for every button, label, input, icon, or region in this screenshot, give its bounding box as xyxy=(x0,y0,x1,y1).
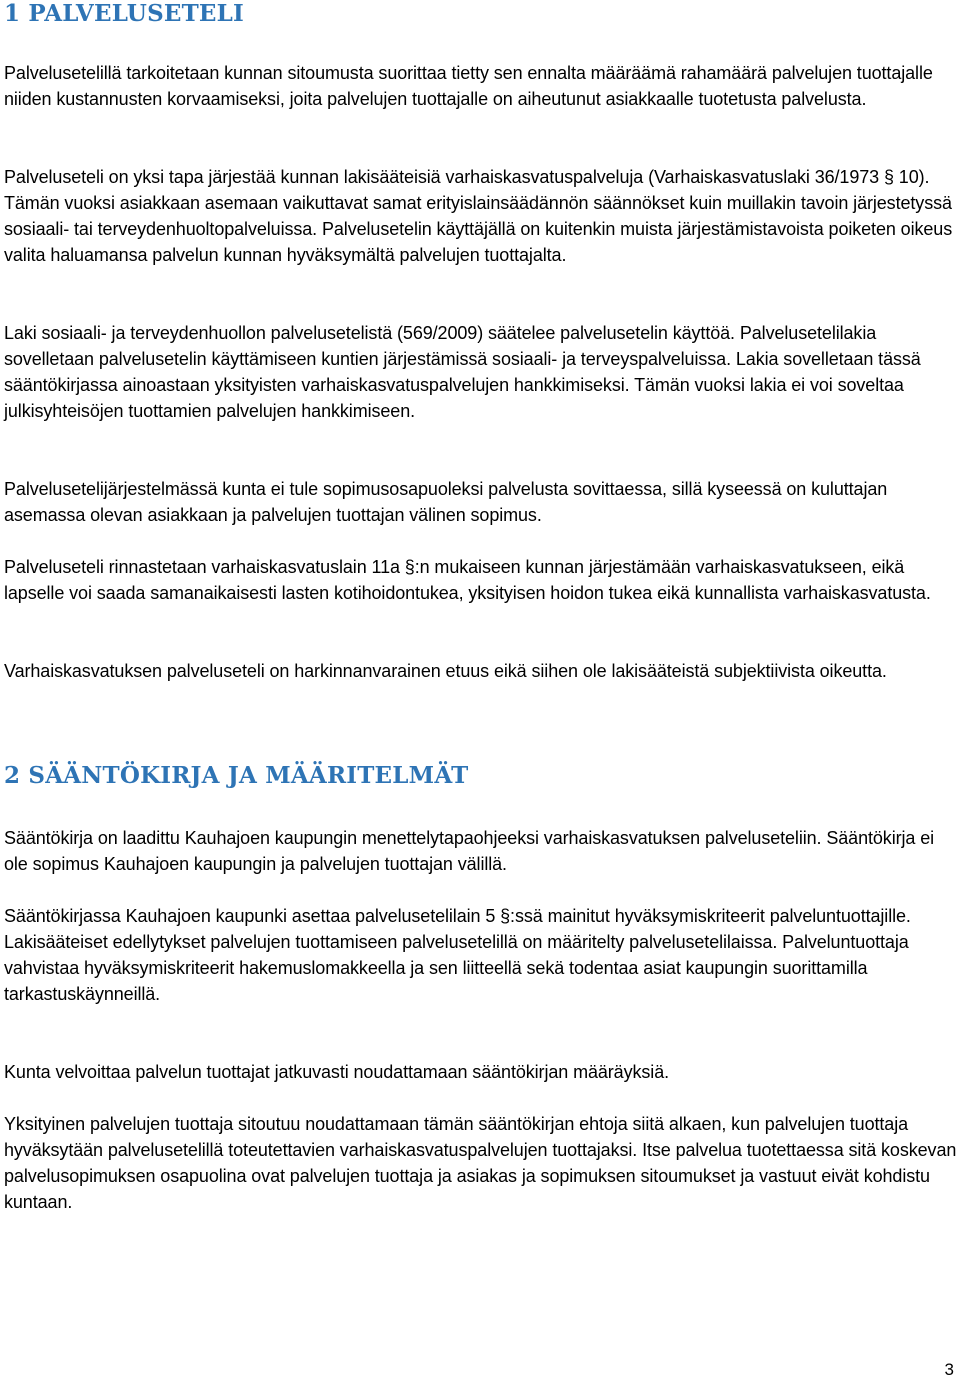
paragraph: Palveluseteli rinnastetaan varhaiskasvatuslain 11a §:n mukaiseen kunnan järjestämään varhaiskasvatukseen, eikä lapselle voi saada samanaikaisesti lasten kotihoidontukea, yksityisen hoidon tukea eikä kunnallista varhaiskasvatusta. xyxy=(4,557,931,603)
paragraph: Palveluseteli on yksi tapa järjestää kunnan lakisääteisiä varhaiskasvatuspalveluja (Varhaiskasvatuslaki 36/1973 § 10). Tämän vuoksi asiakkaan asemaan vaikuttavat samat erityislainsäädännön säännökset kuin muillakin tavoin järjestetyssä sosiaali- tai terveydenhuoltopalveluissa. Palvelusetelin käyttäjällä on kuitenkin muista järjestämistavoista poiketen oikeus valita haluamansa palvelun kunnan hyväksymältä palvelujen tuottajalta. xyxy=(4,167,953,265)
section-heading-palveluseteli: 1 PALVELUSETELI xyxy=(4,0,244,27)
paragraph: Palvelusetelijärjestelmässä kunta ei tule sopimusosapuoleksi palvelusta sovittaessa, sillä kyseessä on kuluttajan asemassa olevan asiakkaan ja palvelujen tuottajan välinen sopimus. xyxy=(4,479,888,525)
paragraph: Palvelusetelillä tarkoitetaan kunnan sitoumusta suorittaa tietty sen ennalta määräämä rahamäärä palvelujen tuottajalle niiden kustannusten korvaamiseksi, joita palvelujen tuottajalle on aiheutunut asiakkaalle tuotetusta palvelusta. xyxy=(4,63,933,109)
paragraph: Yksityinen palvelujen tuottaja sitoutuu noudattamaan tämän sääntökirjan ehtoja siitä alkaen, kun palvelujen tuottaja hyväksytään palvelusetelillä toteutettavien varhaiskasvatuspalvelujen tuottajaksi. Itse palvelua tuotettaessa sitä koskevan palvelusopimuksen osapuolina ovat palvelujen tuottaja ja asiakas ja sopimuksen sitoumukset ja vastuut eivät kohdistu kuntaan. xyxy=(4,1114,957,1212)
page-number: 3 xyxy=(944,1360,954,1379)
paragraph: Sääntökirjassa Kauhajoen kaupunki asettaa palvelusetelilain 5 §:ssä mainitut hyväksymiskriteerit palveluntuottajille. Lakisääteiset edellytykset palvelujen tuottamiseen palvelusetelillä on määritelty palvelusetelilaissa. Palveluntuottaja vahvistaa hyväksymiskriteerit hakemuslomakkeella ja sen liitteellä sekä todentaa asiat kaupungin suorittamilla tarkastuskäynneillä. xyxy=(4,906,911,1004)
paragraph: Sääntökirja on laadittu Kauhajoen kaupungin menettelytapaohjeeksi varhaiskasvatuksen palveluseteliin. Sääntökirja ei ole sopimus Kauhajoen kaupungin ja palvelujen tuottajan välillä. xyxy=(4,828,935,874)
paragraph: Laki sosiaali- ja terveydenhuollon palvelusetelistä (569/2009) säätelee palvelusetelin käyttöä. Palvelusetelilakia sovelletaan palvelusetelin käyttämiseen kuntien järjestämissä sosiaali- ja terveyspalveluissa. Lakia sovelletaan tässä sääntökirjassa ainoastaan yksityisten varhaiskasvatuspalvelujen hankkimiseksi. Tämän vuoksi lakia ei voi soveltaa julkisyhteisöjen tuottamien palvelujen hankkimiseen. xyxy=(4,323,921,421)
section-heading-saantokirja: 2 SÄÄNTÖKIRJA JA MÄÄRITELMÄT xyxy=(4,762,469,789)
paragraph: Kunta velvoittaa palvelun tuottajat jatkuvasti noudattamaan sääntökirjan määräyksiä. xyxy=(4,1062,670,1082)
paragraph: Varhaiskasvatuksen palveluseteli on harkinnanvarainen etuus eikä siihen ole lakisääteistä subjektiivista oikeutta. xyxy=(4,661,887,681)
